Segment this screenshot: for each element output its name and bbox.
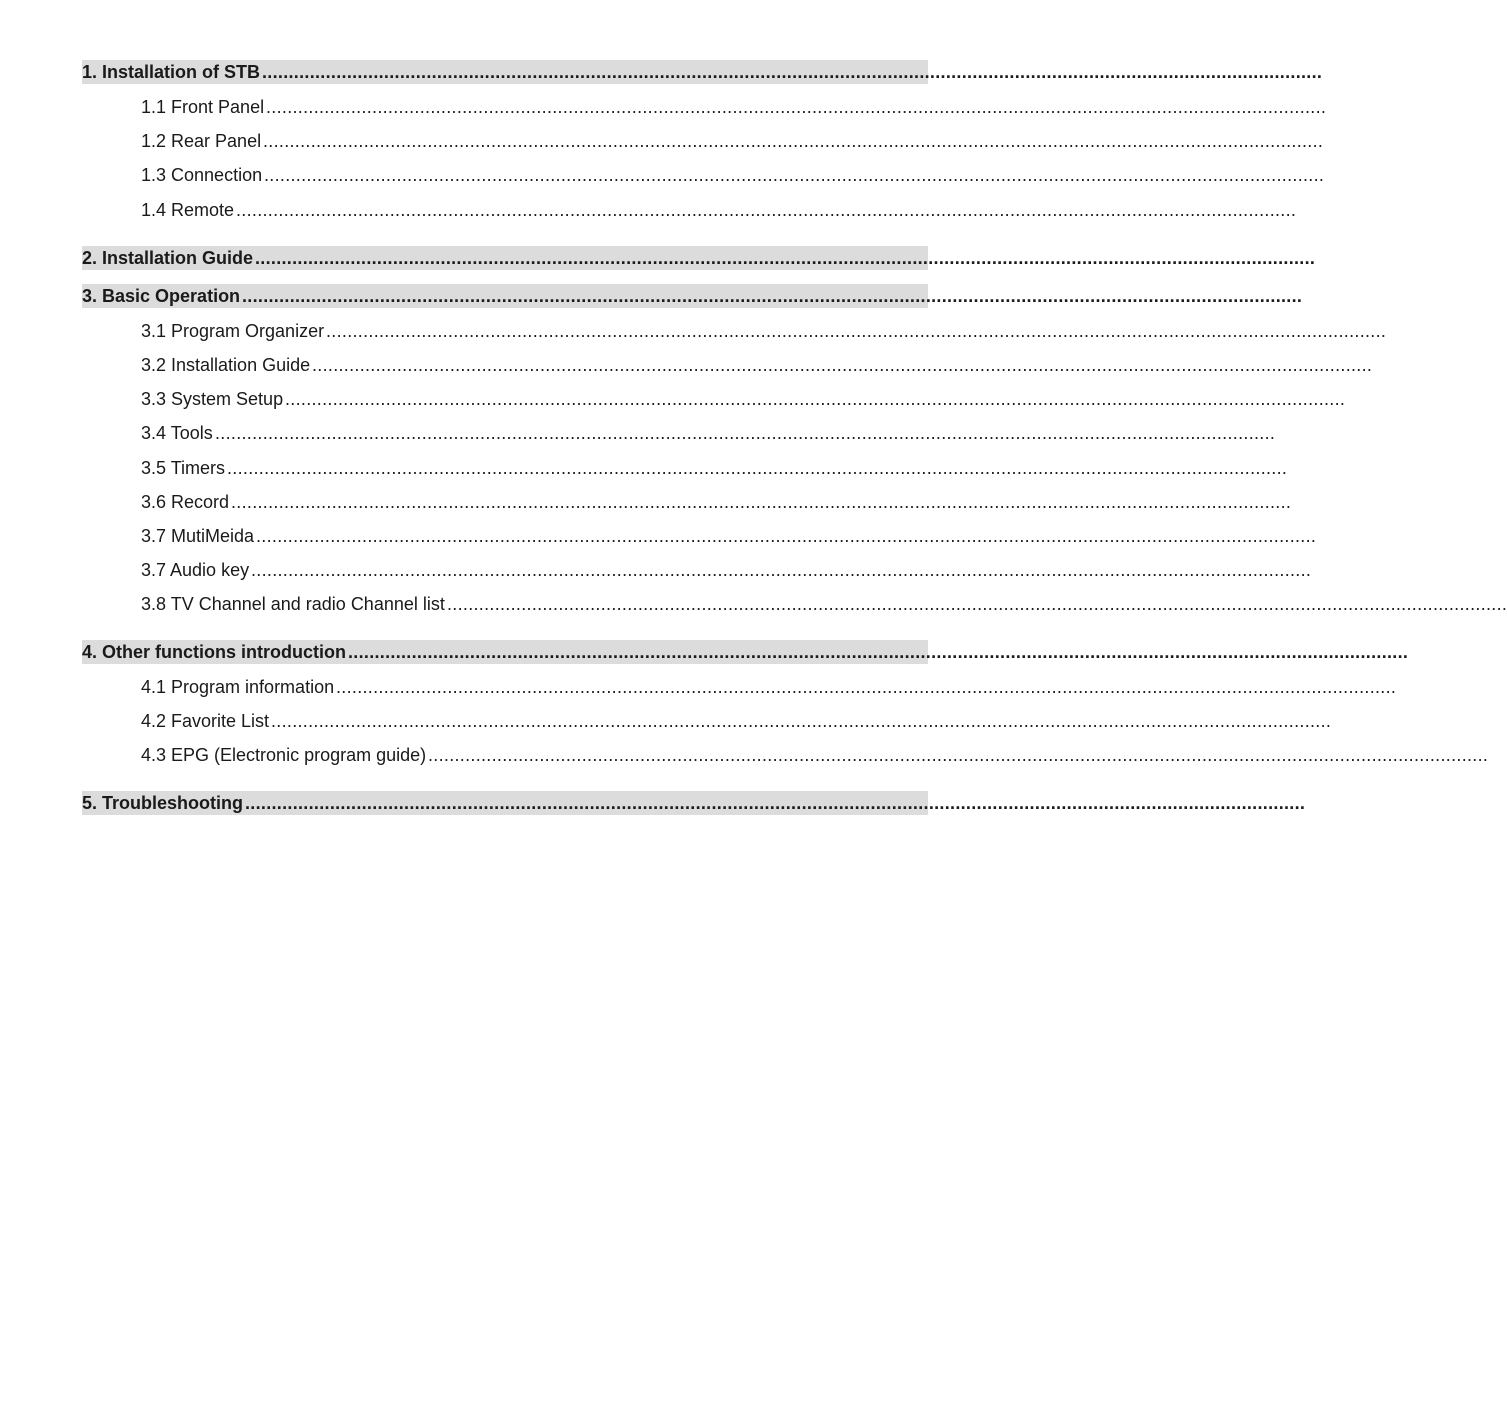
dot-leader: ........................................................................................................................................................................................................ bbox=[236, 200, 1297, 220]
dot-leader: ........................................................................................................................................................................................................ bbox=[447, 594, 1507, 614]
dot-leader: ........................................................................................................................................................................................................ bbox=[348, 642, 1409, 662]
dot-leader: ........................................................................................................................................................................................................ bbox=[312, 355, 1373, 375]
toc-item-4-3[interactable] bbox=[141, 743, 1489, 767]
toc-label: 2. Installation Guide bbox=[82, 248, 254, 268]
toc-label: 3.4 Tools bbox=[141, 423, 213, 443]
toc-label: 4. Other functions introduction bbox=[82, 642, 346, 662]
toc-item-3-7[interactable] bbox=[141, 524, 1317, 548]
dot-leader: ........................................................................................................................................................................................................ bbox=[242, 286, 1303, 306]
toc-label: 3.1 Program Organizer bbox=[141, 321, 325, 341]
toc-item-3-1[interactable] bbox=[141, 319, 1387, 343]
dot-leader: ........................................................................................................................................................................................................ bbox=[266, 97, 1327, 117]
dot-leader: ........................................................................................................................................................................................................ bbox=[326, 321, 1387, 341]
toc-item-4-1[interactable] bbox=[141, 675, 1397, 699]
toc-label: 3.2 Installation Guide bbox=[141, 355, 311, 375]
dot-leader: ........................................................................................................................................................................................................ bbox=[256, 526, 1317, 546]
toc-label: 1. Installation of STB bbox=[82, 62, 261, 82]
toc-item-3-6[interactable] bbox=[141, 490, 1292, 514]
toc-section-1[interactable] bbox=[82, 60, 1323, 84]
toc-item-1-1[interactable] bbox=[141, 95, 1327, 119]
toc-section-4[interactable] bbox=[82, 640, 1409, 664]
dot-leader: ........................................................................................................................................................................................................ bbox=[231, 492, 1292, 512]
toc-label: 1.2 Rear Panel bbox=[141, 131, 262, 151]
toc-label: 3.6 Record bbox=[141, 492, 230, 512]
toc-section-2[interactable] bbox=[82, 246, 1316, 270]
toc-item-3-8[interactable] bbox=[141, 592, 1507, 616]
dot-leader: ........................................................................................................................................................................................................ bbox=[227, 458, 1288, 478]
toc-item-3-2[interactable] bbox=[141, 353, 1373, 377]
toc-label: 4.1 Program information bbox=[141, 677, 335, 697]
toc-section-3[interactable] bbox=[82, 284, 1303, 308]
toc-label: 3.8 TV Channel and radio Channel list bbox=[141, 594, 445, 614]
toc-item-3-7-audio[interactable] bbox=[141, 558, 1312, 582]
toc-label: 3. Basic Operation bbox=[82, 286, 241, 306]
dot-leader: ........................................................................................................................................................................................................ bbox=[271, 711, 1332, 731]
toc-item-1-3[interactable] bbox=[141, 163, 1325, 187]
toc-item-4-2[interactable] bbox=[141, 709, 1332, 733]
dot-leader: ........................................................................................................................................................................................................ bbox=[264, 165, 1325, 185]
toc-label: 4.2 Favorite List bbox=[141, 711, 270, 731]
toc-item-3-5[interactable] bbox=[141, 456, 1288, 480]
toc-label: 4.3 EPG (Electronic program guide) bbox=[141, 745, 427, 765]
dot-leader: ........................................................................................................................................................................................................ bbox=[262, 62, 1323, 82]
dot-leader: ........................................................................................................................................................................................................ bbox=[285, 389, 1346, 409]
toc-item-1-4[interactable] bbox=[141, 198, 1297, 222]
toc-label: 1.3 Connection bbox=[141, 165, 263, 185]
toc-item-3-4[interactable] bbox=[141, 421, 1276, 445]
toc-label: 1.4 Remote bbox=[141, 200, 235, 220]
dot-leader: ........................................................................................................................................................................................................ bbox=[245, 793, 1306, 813]
toc-section-5[interactable] bbox=[82, 791, 1306, 815]
dot-leader: ........................................................................................................................................................................................................ bbox=[251, 560, 1312, 580]
dot-leader: ........................................................................................................................................................................................................ bbox=[255, 248, 1316, 268]
toc-label: 3.5 Timers bbox=[141, 458, 226, 478]
toc-label: 3.7 MutiMeida bbox=[141, 526, 255, 546]
toc-label: 3.3 System Setup bbox=[141, 389, 284, 409]
dot-leader: ........................................................................................................................................................................................................ bbox=[263, 131, 1324, 151]
toc-label: 5. Troubleshooting bbox=[82, 793, 243, 813]
dot-leader: ........................................................................................................................................................................................................ bbox=[428, 745, 1489, 765]
dot-leader: ........................................................................................................................................................................................................ bbox=[215, 423, 1276, 443]
toc-item-1-2[interactable] bbox=[141, 129, 1324, 153]
toc-label: 1.1 Front Panel bbox=[141, 97, 265, 117]
dot-leader: ........................................................................................................................................................................................................ bbox=[336, 677, 1397, 697]
toc-label: 3.7 Audio key bbox=[141, 560, 250, 580]
toc-item-3-3[interactable] bbox=[141, 387, 1346, 411]
